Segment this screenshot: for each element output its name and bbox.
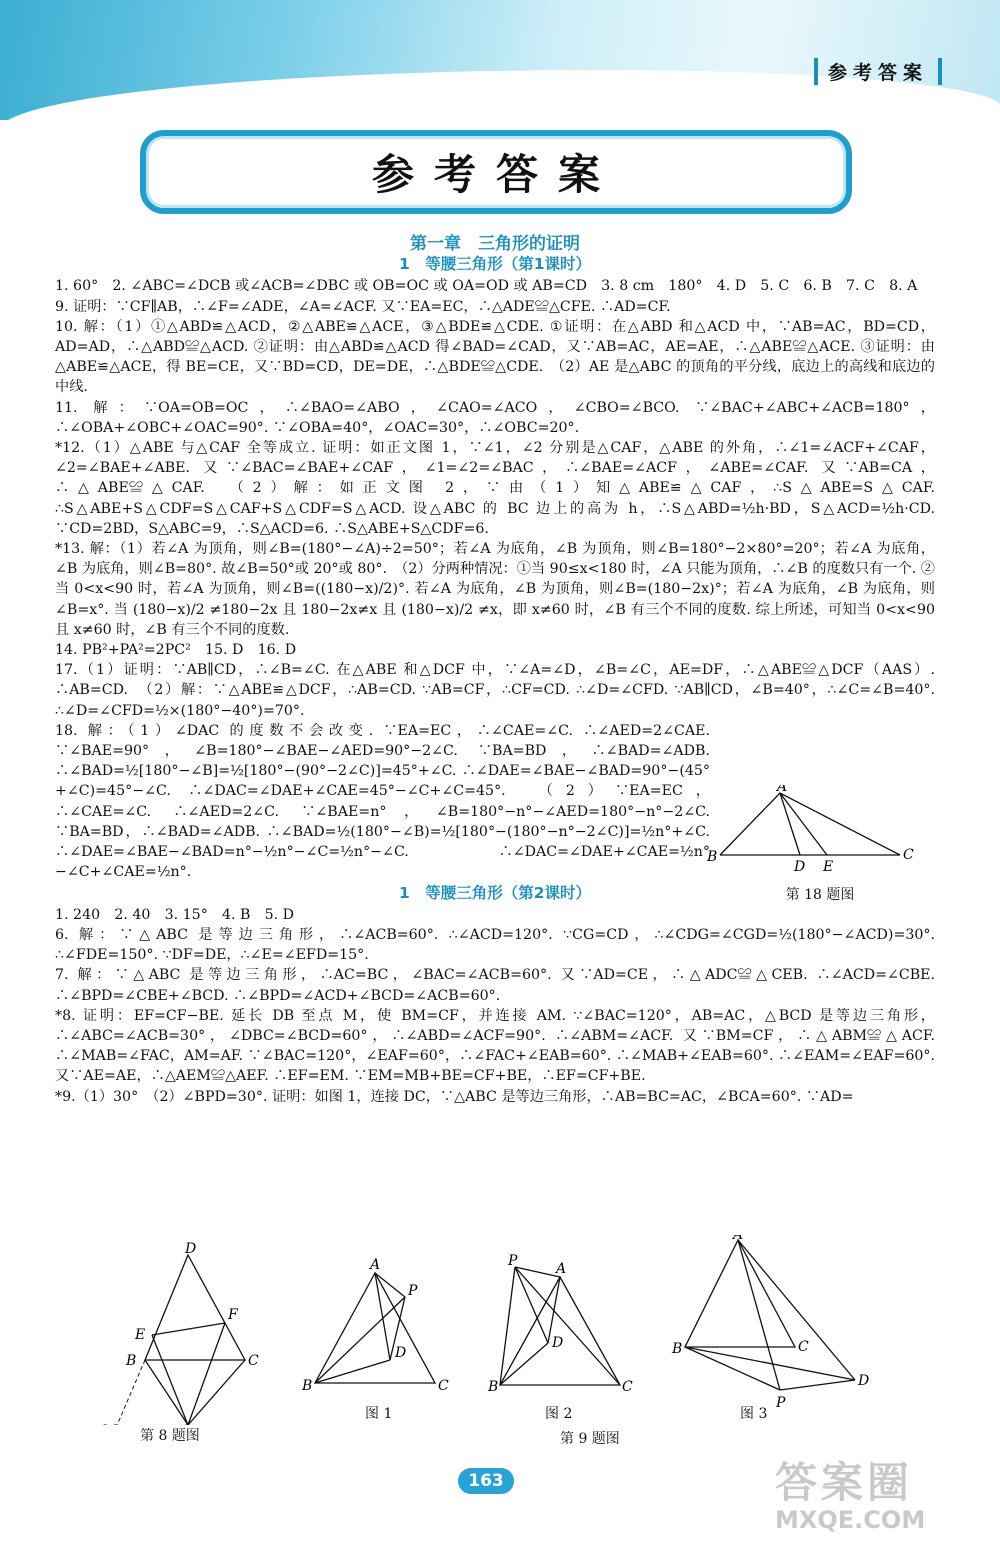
svg-text:E: E [823, 859, 834, 875]
svg-text:D: D [552, 1335, 564, 1351]
svg-text:C: C [622, 1379, 633, 1395]
figures-diagrams [90, 1235, 910, 1425]
watermark-logo [775, 1450, 985, 1535]
svg-text:E: E [135, 1327, 146, 1343]
figure-18-diagram [705, 785, 935, 880]
answer-line: 1. 60° 2. ∠ABC=∠DCB 或∠ACB=∠DBC 或 OB=OC 或 OA=OD 或 AB=CD 3. 8 cm 180° 4. D 5. C 6. B 7. C 8. A [55, 278, 918, 295]
svg-text:P: P [776, 1395, 786, 1411]
answer-line: 14. PB²+PA²=2PC² 15. D 16. D [55, 642, 297, 659]
svg-text:P: P [508, 1253, 518, 1269]
answer-line: 18. 解：（1）∠DAC 的度数不会改变. ∵EA=EC，∴∠CAE=∠C. ∴∠AED=2∠CAE. ∵∠BAE=90°，∠B=180°−∠BAE−∠AED=90°−2∠C. ∵BA=BD，∴∠BAD=∠ADB. ∴∠BAD=½[180°−∠B]=½[180°−(90°−2∠C)]=45°+∠C. ∴∠DAE=∠BAE−∠BAD=90°−(45°+∠C)=45°−∠C. ∴∠DAC=∠DAE+∠CAE=45°−∠C+∠C=45°. （2）∵EA=EC，∴∠CAE=∠C. ∴∠AED=2∠C. ∵∠BAE=n°，∠B=180°−n°−∠AED=180°−n°−2∠C. ∵BA=BD，∴∠BAD=∠ADB. ∴∠BAD=½(180°−∠B)=½[180°−(180°−n°−2∠C)]=½n°+∠C. ∴∠DAE=∠BAE−∠BAD=n°−½n°−∠C=½n°−∠C. ∴∠DAC=∠DAE+∠CAE=½n°−∠C+∠CAE=½n°. [55, 722, 710, 881]
answer-line: 17.（1）证明：∵AB∥CD，∴∠B=∠C. 在△ABE 和△DCF 中，∵∠A=∠D，∠B=∠C，AE=DF，∴△ABE≌△DCF（AAS）. ∴AB=CD. （2）解：∵△ABE≌△DCF，∴AB=CD. ∵AB=CF，∴CF=CD. ∴∠D=∠CFD. ∵AB∥CD，∠B=40°，∴∠C=∠B=40°. ∴∠D=∠CFD=½×(180°−40°)=70°. [55, 662, 935, 719]
figures-8-9 [90, 1235, 910, 1455]
svg-text:P: P [408, 1283, 418, 1299]
svg-text:A: A [370, 1257, 381, 1273]
svg-text:F: F [228, 1307, 238, 1323]
svg-text:D: D [794, 859, 806, 875]
answer-line: *9.（1）30° （2）∠BPD=30°. 证明：如图 1，连接 DC，∵△ABC 是等边三角形，∴AB=BC=AC，∠BCA=60°. ∵AD= [55, 1088, 854, 1105]
answer-line: *13. 解：（1）若∠A 为顶角，则∠B=(180°−∠A)÷2=50°；若∠A 为底角，∠B 为顶角，则∠B=180°−2×80°=20°；若∠A 为底角，∠B 为底角，则∠B=80°. 故∠B=50°或 20°或 80°. （2）分两种情况：①当 90≤x<180 时，∠A 只能为顶角，∴∠B 的度数只有一个. ②当 0<x<90 时，若∠A 为顶角，则∠B=((180−x)/2)°. 若∠A 为底角，∠B 为顶角，则∠B=(180−2x)°；若∠A 为底角，∠B 为底角，则∠B=x°. 当 (180−x)/2 ≠180−2x 且 180−2x≠x 且 (180−x)/2 ≠x，即 x≠60 时，∠B 有三个不同的度数. 综上所述，可知当 0<x<90 且 x≠60 时，∠B 有三个不同的度数. [55, 541, 935, 638]
lesson-heading-2: 1 等腰三角形（第2课时） [398, 883, 592, 902]
svg-text:C: C [438, 1378, 449, 1394]
answer-line: *12.（1）△ABE 与△CAF 全等成立. 证明：如正文图 1，∵∠1，∠2 分别是△CAF，△ABE 的外角，∴∠1=∠ACF+∠CAF，∠2=∠BAE+∠ABE. 又∵∠BAC=∠BAE+∠CAF，∠1=∠2=∠BAC，∴∠BAE=∠ACF，∠ABE=∠CAF. 又∵AB=CA，∴△ABE≌△CAF. （2）解：如正文图 2，∵由（1）知△ABE≌△CAF，∴S△ABE=S△CAF. ∴S△ABE+S△CDF=S△CAF+S△CDF=S△ACD. 设△ABC 的 BC 边上的高为 h，∴S△ABD=½h·BD，S△ACD=½h·CD. ∵CD=2BD，S△ABC=9，∴S△ACD=6. ∴S△ABE+S△CDF=6. [55, 440, 935, 537]
svg-text:D: D [395, 1345, 407, 1361]
svg-text:M [101, 1423, 117, 1425]
svg-text:A: A [733, 1235, 744, 1243]
watermark-url: MXQE.COM [775, 1506, 926, 1534]
page-number: 163 [458, 1468, 514, 1494]
lesson-heading-1: 1 等腰三角形（第1课时） [398, 255, 592, 274]
page-title: 参考答案 [371, 150, 620, 199]
svg-text:B: B [302, 1378, 313, 1394]
svg-text:B: B [707, 849, 718, 865]
page-title-box [140, 130, 852, 214]
figure-9-caption: 第 9 题图 [560, 1431, 620, 1447]
figure-9-2-caption: 图 2 [545, 1406, 573, 1422]
figure-9-2-diagram [487, 1253, 633, 1395]
figure-9-3-caption: 图 3 [740, 1406, 768, 1422]
figure-9-1-diagram [301, 1257, 449, 1394]
svg-text:B: B [488, 1379, 499, 1395]
figure-18-caption: 第 18 题图 [785, 887, 855, 903]
header-tag: 参考答案 [814, 58, 942, 85]
figure-9-1-caption: 图 1 [365, 1406, 393, 1422]
figure-18 [705, 785, 935, 905]
figure-9-3-diagram [671, 1235, 869, 1411]
answer-content [55, 232, 935, 1107]
svg-text:C: C [248, 1353, 259, 1369]
svg-text:D: D [858, 1373, 870, 1389]
svg-text:C: C [798, 1339, 809, 1355]
chapter-heading: 第一章 三角形的证明 [410, 234, 580, 254]
figure-8-caption: 第 8 题图 [140, 1428, 200, 1444]
svg-text:A: A [777, 785, 788, 795]
svg-text:D: D [185, 1241, 197, 1257]
answer-line: 1. 240 2. 40 3. 15° 4. B 5. D [55, 906, 295, 923]
svg-text:C: C [903, 847, 914, 863]
svg-text:B: B [672, 1341, 683, 1357]
figure-8-diagram [101, 1241, 259, 1425]
answer-line: 10. 解：（1）①△ABD≌△ACD，②△ABE≌△ACE，③△BDE≌△CDE. ①证明：在△ABD 和△ACD 中，∵AB=AC，BD=CD，AD=AD，∴△ABD≌△ACD. ②证明：由△ABD≌△ACD 得∠BAD=∠CAD，又∵AB=AC，AE=AE，∴△ABE≌△ACE. ③证明：由△ABE≌△ACE，得 BE=CE，又∵BD=CD，DE=DE，∴△BDE≌△CDE. （2）AE 是△ABC 的顶角的平分线，底边上的高线和底边的中线. [55, 318, 935, 396]
answer-line: 6. 解：∵△ABC 是等边三角形，∴∠ACB=60°. ∴∠ACD=120°. ∵CG=CD，∴∠CDG=∠CGD=½(180°−∠ACD)=30°. ∴∠FDE=150°. ∵DF=DE，∴∠E=∠EFD=15°. [55, 926, 935, 964]
answer-line: 9. 证明：∵CF∥AB，∴∠F=∠ADE，∠A=∠ACF. 又∵EA=EC，∴△ADE≌△CFE. ∴AD=CF. [55, 298, 671, 315]
watermark-text: 答案圈 [775, 1458, 914, 1507]
svg-text:A: A [556, 1261, 567, 1277]
answer-line: 7. 解：∵△ABC 是等边三角形，∴AC=BC，∠BAC=∠ACB=60°. 又∵AD=CE，∴△ADC≌△CEB. ∴∠ACD=∠CBE. ∴∠BPD=∠CBE+∠BCD. ∴∠BPD=∠ACD+∠BCD=∠ACB=60°. [55, 967, 935, 1004]
svg-text:B: B [126, 1353, 137, 1369]
answer-line: 11. 解：∵OA=OB=OC，∴∠BAO=∠ABO，∠CAO=∠ACO，∠CBO=∠BCO. ∵∠BAC+∠ABC+∠ACB=180°，∴∠OBA+∠OBC+∠OAC=90°. ∵∠OBA=40°，∠OAC=30°，∴∠OBC=20°. [55, 399, 935, 436]
answer-line: *8. 证明：EF=CF−BE. 延长 DB 至点 M，使 BM=CF，并连接 AM. ∵∠BAC=120°，AB=AC，△BCD 是等边三角形，∴∠ABC=∠ACB=30°，∠DBC=∠BCD=60°，∴∠ABD=∠ACF=90°. ∴∠ABM=∠ACF. 又∵BM=CF，∴△ABM≌△ACF. ∴∠MAB=∠FAC，AM=AF. ∵∠BAC=120°，∠EAF=60°，∴∠FAC+∠EAB=60°. ∴∠MAB+∠EAB=60°. ∴∠EAM=∠EAF=60°. 又∵AE=AE，∴△AEM≌△AEF. ∴EF=EM. ∵EM=MB+BE=CF+BE，∴EF=CF+BE. [55, 1007, 935, 1085]
